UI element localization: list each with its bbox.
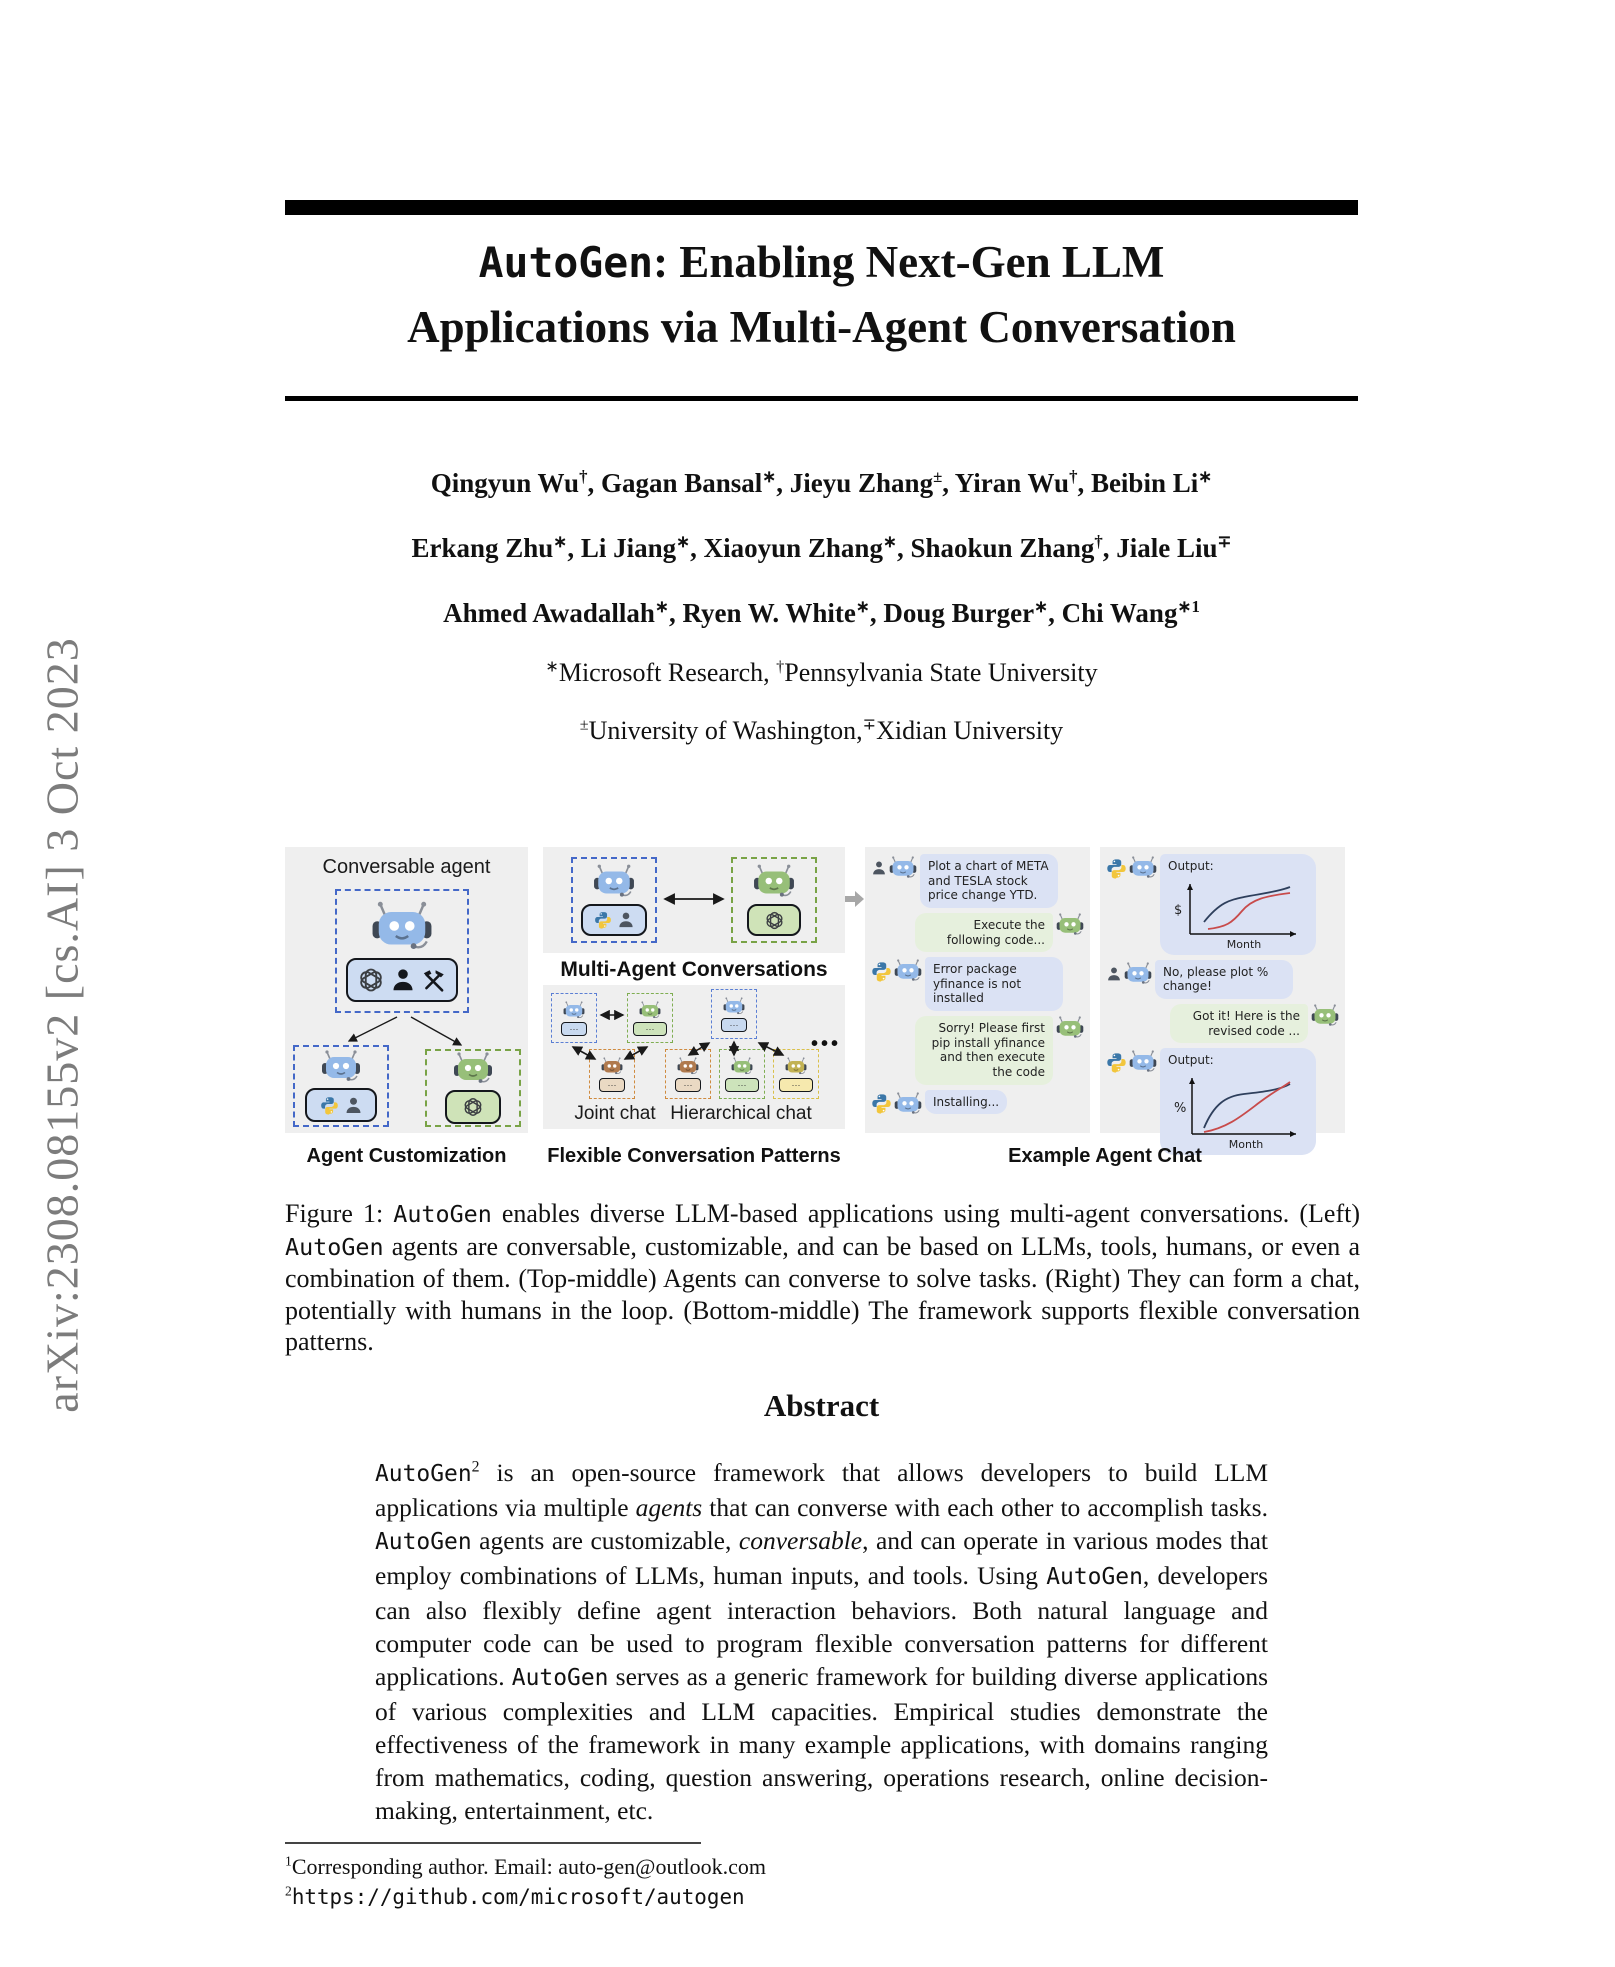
stock-price-chart: [1168, 876, 1308, 950]
tools-icon: [421, 967, 447, 993]
chat-message: [871, 913, 1084, 952]
python-logo-icon: [594, 911, 612, 929]
assistant-robot-icon: [894, 959, 922, 983]
chat-message: [1106, 960, 1339, 999]
mini-agent-box: ···: [725, 1078, 759, 1092]
chat-bubble: Sorry! Please first pip install yfinance and then execute the code: [915, 1016, 1053, 1085]
svg-text:Month: Month: [1226, 937, 1262, 951]
panel-example-chat-left: [865, 847, 1090, 1133]
mini-agent-box: ···: [779, 1078, 813, 1092]
robot-icon: [563, 1001, 585, 1020]
robot-icon: [677, 1057, 699, 1076]
coder-robot-icon: [1056, 1016, 1084, 1040]
robot-icon: [753, 864, 795, 900]
panel-conversation-patterns: [543, 985, 845, 1129]
panel-agent-customization: [285, 847, 528, 1133]
panel-example-chat-right: [1100, 847, 1345, 1151]
chat-message: [1106, 1004, 1339, 1043]
agent-backend-box: [747, 904, 801, 936]
title-autogen: AutoGen: [478, 239, 654, 287]
assistant-robot-icon: [1124, 962, 1152, 986]
python-logo-icon: [1106, 858, 1127, 879]
human-user-icon: [344, 1096, 363, 1115]
python-logo-icon: [320, 1096, 339, 1115]
assistant-robot-icon: [889, 856, 917, 880]
python-logo-icon: [871, 961, 892, 982]
coder-robot-icon: [1311, 1004, 1339, 1028]
flow-arrow-icon: [844, 889, 866, 909]
agent-backend-box: [305, 1088, 377, 1122]
svg-text:Month: Month: [1228, 1137, 1264, 1151]
robot-icon: [593, 864, 635, 900]
panel-multi-agent-conversations: [543, 847, 845, 953]
paper-title: [285, 230, 1358, 359]
label-joint-chat: Joint chat: [574, 1103, 656, 1124]
mini-agent-blue: [711, 989, 757, 1039]
chat-message: [1106, 854, 1339, 955]
svg-text:%: %: [1174, 1100, 1187, 1116]
python-logo-icon: [871, 1093, 892, 1114]
mini-agent-blue: [551, 993, 597, 1043]
mini-agent-box: ···: [561, 1022, 587, 1036]
arxiv-watermark: arXiv:2308.08155v2 [cs.AI] 3 Oct 2023: [36, 637, 88, 1413]
human-user-icon: [871, 860, 887, 876]
abstract-body: AutoGen$^2$ is an open-source framework that allows developers to build LLM applications via multiple agents that can converse with each other to accomplish tasks. AutoGen agents are customizable, conversable, and can operate in various modes that employ combinations of LLMs, human inputs, and tools. Using AutoGen, developers can also flexibly define agent interaction behaviors. Both natural language and computer code can be used to program flexible conversation patterns for different applications. AutoGen serves as a generic framework for building diverse applications of various complexities and LLM capacities. Empirical studies demonstrate the effectiveness of the framework in many example applications, with domains ranging from mathematics, coding, question answering, operations research, online decision-making, entertainment, etc.: [375, 1458, 1268, 1825]
robot-icon: [723, 997, 745, 1016]
agent-green: [731, 857, 817, 943]
robot-icon: [601, 1057, 623, 1076]
openai-logo-icon: [357, 966, 385, 994]
title-line2: Applications via Multi-Agent Conversation: [407, 302, 1236, 352]
openai-logo-icon: [462, 1096, 484, 1118]
affiliations-line1: ∗Microsoft Research, †Pennsylvania State University: [545, 658, 1098, 687]
mini-agent-green: [719, 1049, 765, 1099]
footnote-rule: [285, 1842, 701, 1844]
openai-logo-icon: [764, 910, 785, 931]
chat-message: [871, 854, 1084, 908]
agent-backend-box: [346, 958, 458, 1002]
output-label: Output:: [1168, 859, 1214, 873]
figure-1: [285, 847, 1360, 1179]
mini-agent-yellow: [773, 1049, 819, 1099]
chat-bubble: Plot a chart of META and TESLA stock price change YTD.: [920, 854, 1058, 908]
assistant-robot-icon: [894, 1092, 922, 1116]
robot-icon: [639, 1001, 661, 1020]
chat-bubble-output: [1160, 854, 1316, 955]
more-patterns-dots: •••: [811, 1033, 842, 1055]
customized-agent-green: [425, 1049, 521, 1127]
footnote-2: $^2$https://github.com/microsoft/autogen: [285, 1883, 745, 1909]
mini-agent-box: ···: [599, 1078, 625, 1092]
customized-agent-blue: [293, 1045, 389, 1127]
chat-message: [871, 1016, 1084, 1085]
agent-blue: [571, 857, 657, 943]
authors-line3: Ahmed Awadallah∗, Ryen W. White∗, Doug Burger∗, Chi Wang$^{∗1}$: [443, 597, 1200, 628]
caption-example-agent-chat: Example Agent Chat: [1008, 1145, 1202, 1167]
mini-agent-brown: [589, 1049, 635, 1099]
chat-bubble: No, please plot % change!: [1155, 960, 1293, 999]
label-hierarchical-chat: Hierarchical chat: [670, 1103, 812, 1124]
coder-robot-icon: [1056, 913, 1084, 937]
caption-flexible-conversation-patterns: Flexible Conversation Patterns: [547, 1145, 841, 1167]
robot-icon: [453, 1052, 493, 1086]
mini-agent-box: ···: [721, 1018, 747, 1032]
python-logo-icon: [1106, 1052, 1127, 1073]
mini-agent-box: ···: [675, 1078, 701, 1092]
robot-icon: [321, 1050, 361, 1084]
robot-icon: [731, 1057, 753, 1076]
assistant-robot-icon: [1129, 856, 1157, 880]
authors-line2: Erkang Zhu∗, Li Jiang∗, Xiaoyun Zhang∗, Shaokun Zhang†, Jiale Liu∓: [411, 532, 1232, 563]
github-link[interactable]: https://github.com/microsoft/autogen: [291, 1885, 745, 1909]
mini-agent-green: [627, 993, 673, 1043]
figure-caption: Figure 1: AutoGen enables diverse LLM-based applications using multi-agent conversations. (Left) AutoGen agents are conversable, customizable, and can be based on LLMs, tools, humans, or even a combination of them. (Top-middle) Agents can converse to solve tasks. (Right) They can form a chat, potentially with humans in the loop. (Bottom-middle) The framework supports flexible conversation patterns.: [285, 1199, 1360, 1356]
agent-backend-box: [445, 1090, 501, 1124]
conversable-agent-box: [335, 889, 469, 1013]
footnote-1: $^1$Corresponding author. Email: auto-gen@outlook.com: [285, 1853, 767, 1879]
chat-message: [871, 957, 1084, 1011]
human-user-icon: [1106, 966, 1122, 982]
output-label: Output:: [1168, 1053, 1214, 1068]
assistant-robot-icon: [1129, 1050, 1157, 1074]
abstract-heading: Abstract: [763, 1388, 880, 1423]
affiliations-line2: ±University of Washington,∓Xidian University: [579, 716, 1064, 745]
chat-bubble: Installing...: [925, 1090, 1007, 1115]
agent-backend-box: [581, 904, 647, 936]
title-rule-top: [285, 200, 1358, 215]
human-user-icon: [617, 911, 635, 929]
mini-agent-brown: [665, 1049, 711, 1099]
chat-bubble: Error package yfinance is not installed: [925, 957, 1063, 1011]
human-user-icon: [390, 967, 416, 993]
robot-icon: [785, 1057, 807, 1076]
chat-bubble: Execute the following code...: [915, 913, 1053, 952]
robot-icon: [371, 901, 433, 954]
title-rule-bottom: [285, 396, 1358, 401]
mini-agent-box: ···: [633, 1022, 667, 1036]
pct-change-chart: [1168, 1070, 1308, 1150]
caption-agent-customization: Agent Customization: [306, 1145, 507, 1167]
title-line1: : Enabling Next-Gen LLM: [653, 237, 1165, 287]
label-multi-agent-conversations: Multi-Agent Conversations: [560, 958, 828, 981]
authors-line1: Qingyun Wu†, Gagan Bansal∗, Jieyu Zhang±, Yiran Wu†, Beibin Li∗: [430, 467, 1213, 498]
chat-message: [1106, 1048, 1339, 1155]
chat-bubble: Got it! Here is the revised code ...: [1170, 1004, 1308, 1043]
conversable-agent-label: Conversable agent: [322, 856, 491, 878]
svg-text:$: $: [1174, 902, 1183, 918]
chat-bubble-output: [1160, 1048, 1316, 1155]
chat-message: [871, 1090, 1084, 1116]
